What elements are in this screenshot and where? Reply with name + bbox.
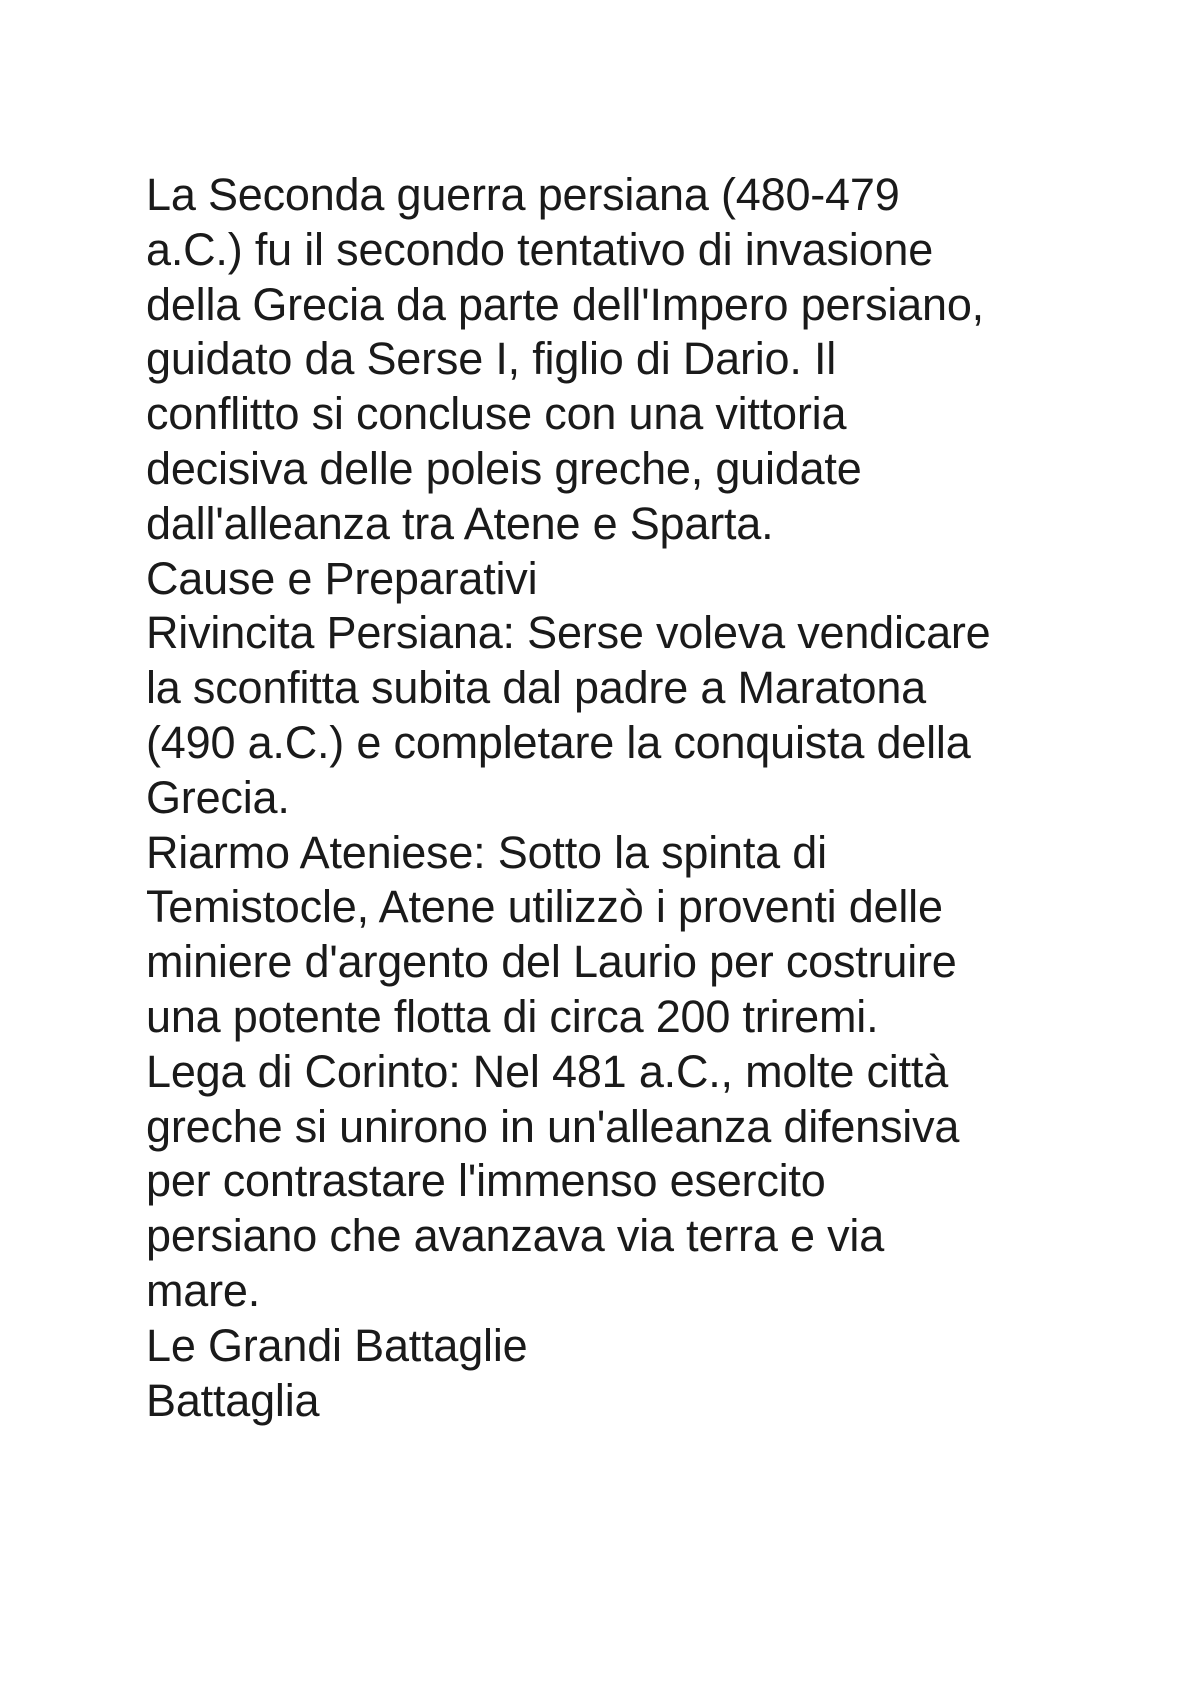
intro-line-6: decisiva delle poleis greche, guidate (146, 442, 862, 494)
causes-line-12: persiano che avanzava via terra e via (146, 1210, 885, 1262)
intro-line-2: a.C.) fu il secondo tentativo di invasione (146, 223, 934, 275)
intro-line-3: della Grecia da parte dell'Impero persiano, (146, 278, 984, 330)
causes-line-4: Grecia. (146, 771, 290, 823)
causes-line-9: Lega di Corinto: Nel 481 a.C., molte città (146, 1045, 949, 1097)
causes-line-11: per contrastare l'immenso esercito (146, 1155, 826, 1207)
causes-line-8: una potente flotta di circa 200 triremi. (146, 990, 879, 1042)
causes-line-1: Rivincita Persiana: Serse voleva vendicare (146, 607, 991, 659)
intro-line-1: La Seconda guerra persiana (480-479 (146, 169, 900, 220)
document-body (146, 168, 1066, 1428)
battles-line-1: Battaglia (146, 1374, 320, 1426)
causes-line-10: greche si unirono in un'alleanza difensiva (146, 1100, 960, 1152)
causes-line-6: Temistocle, Atene utilizzò i proventi delle (146, 881, 943, 933)
causes-line-5: Riarmo Ateniese: Sotto la spinta di (146, 826, 827, 878)
causes-line-7: miniere d'argento del Laurio per costruire (146, 936, 957, 988)
causes-line-13: mare. (146, 1264, 261, 1316)
section-heading-causes: Cause e Preparativi (146, 552, 538, 604)
intro-line-5: conflitto si concluse con una vittoria (146, 388, 847, 440)
section-heading-battles: Le Grandi Battaglie (146, 1319, 528, 1371)
causes-line-3: (490 a.C.) e completare la conquista della (146, 716, 971, 768)
intro-line-7: dall'alleanza tra Atene e Sparta. (146, 497, 774, 549)
intro-line-4: guidato da Serse I, figlio di Dario. Il (146, 333, 837, 385)
causes-line-2: la sconfitta subita dal padre a Maratona (146, 662, 926, 714)
